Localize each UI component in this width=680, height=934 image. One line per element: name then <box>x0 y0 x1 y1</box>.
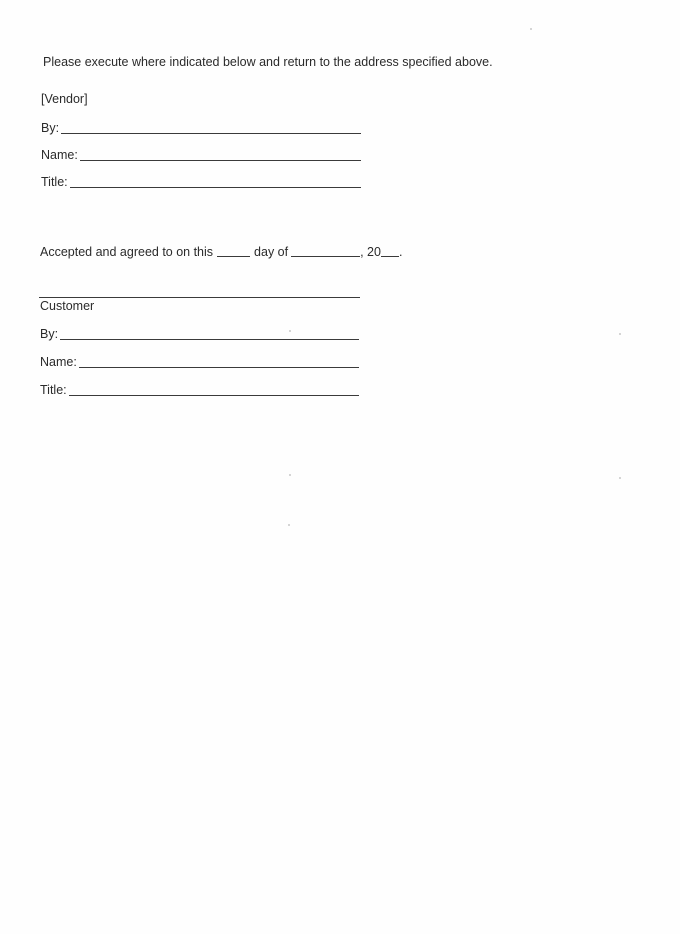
customer-by-signature-line[interactable] <box>60 339 359 340</box>
acceptance-prefix: Accepted and agreed to on this <box>40 245 214 259</box>
customer-title-field[interactable] <box>40 383 359 397</box>
vendor-by-label: By: <box>41 121 60 135</box>
customer-heading: Customer <box>40 299 95 313</box>
customer-name-line[interactable] <box>79 367 359 368</box>
scan-speck <box>289 330 291 332</box>
vendor-by-signature-line[interactable] <box>61 133 361 134</box>
acceptance-day-blank[interactable] <box>217 256 250 257</box>
customer-name-field[interactable] <box>40 355 359 369</box>
scan-speck <box>530 28 532 30</box>
acceptance-day-of: day of <box>254 245 289 259</box>
customer-name-label: Name: <box>40 355 77 369</box>
customer-signature-line[interactable] <box>39 297 360 298</box>
scan-speck <box>288 524 290 526</box>
acceptance-year-prefix: , 20 <box>360 245 381 259</box>
customer-by-field[interactable] <box>40 327 359 341</box>
vendor-name-line[interactable] <box>80 160 361 161</box>
vendor-title-label: Title: <box>41 175 68 189</box>
scan-speck <box>619 333 621 335</box>
vendor-title-field[interactable] <box>41 175 361 189</box>
customer-title-line[interactable] <box>69 395 359 396</box>
vendor-title-line[interactable] <box>70 187 361 188</box>
acceptance-year-blank[interactable] <box>381 256 399 257</box>
vendor-by-field[interactable] <box>41 121 361 135</box>
scan-speck <box>619 477 621 479</box>
vendor-name-label: Name: <box>41 148 78 162</box>
acceptance-line <box>40 245 402 259</box>
customer-title-label: Title: <box>40 383 67 397</box>
customer-by-label: By: <box>40 327 59 341</box>
scan-speck <box>289 474 291 476</box>
acceptance-suffix: . <box>398 245 403 259</box>
vendor-name-field[interactable] <box>41 148 361 162</box>
vendor-heading: [Vendor] <box>41 92 88 106</box>
intro-text: Please execute where indicated below and return to the address specified above. <box>43 55 493 69</box>
acceptance-month-blank[interactable] <box>291 256 360 257</box>
